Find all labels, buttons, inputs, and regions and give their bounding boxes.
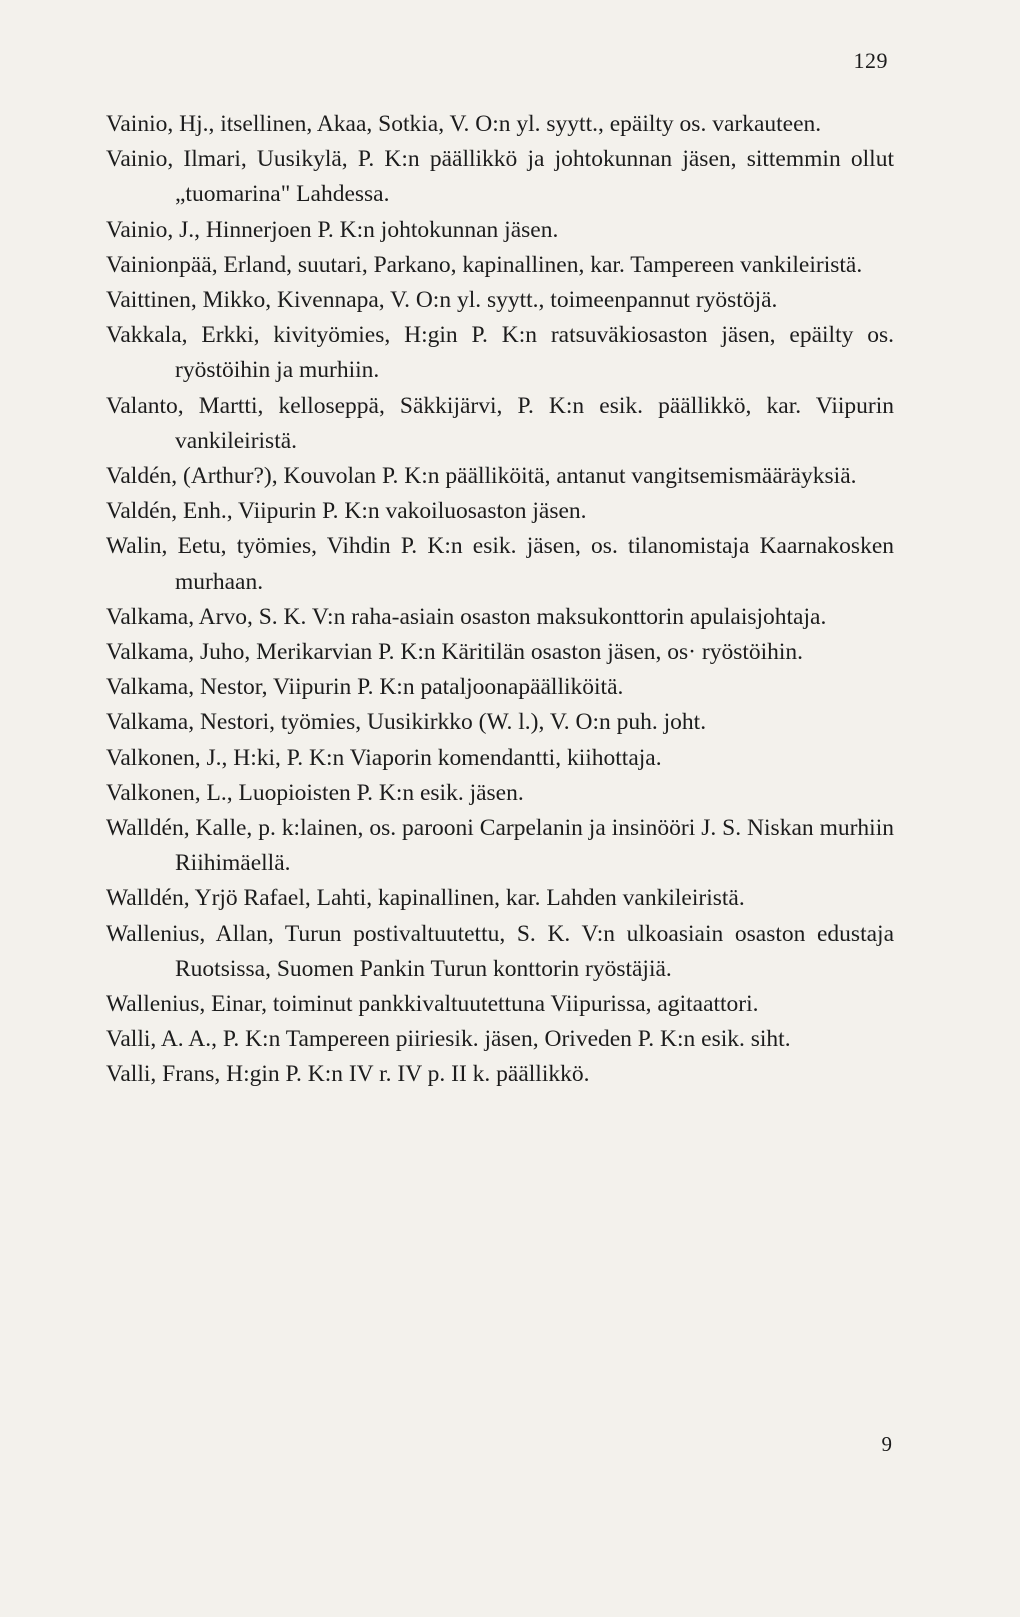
page-number: 129 [853, 48, 888, 73]
list-item: Vakkala, Erkki, kivityömies, H:gin P. K:n ratsuväkiosaston jäsen, epäilty os. ryöstöihin ja murhiin. [106, 322, 894, 384]
list-item: Valanto, Martti, kelloseppä, Säkkijärvi, P. K:n esik. päällikkö, kar. Viipurin vankileiristä. [106, 392, 894, 454]
list-item: Valdén, Enh., Viipurin P. K:n vakoiluosaston jäsen. [106, 498, 587, 525]
list-item: Valli, Frans, H:gin P. K:n IV r. IV p. II k. päällikkö. [106, 1061, 590, 1088]
list-item: Wallenius, Allan, Turun postivaltuutettu, S. K. V:n ulkoasiain osaston edustaja Ruotsissa, Suomen Pankin Turun konttorin ryöstäjiä. [106, 920, 894, 982]
signature-mark: 9 [881, 1432, 892, 1456]
list-item: Walldén, Yrjö Rafael, Lahti, kapinallinen, kar. Lahden vankileiristä. [106, 885, 745, 912]
list-item: Valkama, Nestori, työmies, Uusikirkko (W. l.), V. O:n puh. joht. [106, 709, 707, 736]
list-item: Vainionpää, Erland, suutari, Parkano, kapinallinen, kar. Tampereen vankileiristä. [106, 251, 863, 278]
list-item: Vaittinen, Mikko, Kivennapa, V. O:n yl. syytt., toimeenpannut ryöstöjä. [106, 287, 778, 314]
list-item: Valkama, Juho, Merikarvian P. K:n Käritilän osaston jäsen, os· ryöstöihin. [106, 639, 804, 666]
list-item: Valkama, Nestor, Viipurin P. K:n pataljoonapäälliköitä. [106, 674, 624, 701]
list-item: Valkama, Arvo, S. K. V:n raha-asiain osaston maksukonttorin apulaisjohtaja. [106, 603, 827, 630]
list-item: Valkonen, J., H:ki, P. K:n Viaporin komendantti, kiihottaja. [106, 744, 662, 771]
list-item: Vainio, Hj., itsellinen, Akaa, Sotkia, V. O:n yl. syytt., epäilty os. varkauteen. [106, 111, 822, 137]
entry-list [106, 107, 894, 1093]
list-item: Valkonen, L., Luopioisten P. K:n esik. jäsen. [106, 779, 524, 806]
list-item: Vainio, Ilmari, Uusikylä, P. K:n päällikkö ja johtokunnan jäsen, sittemmin ollut „tuomarina" Lahdessa. [106, 146, 894, 208]
list-item: Valli, A. A., P. K:n Tampereen piiriesik. jäsen, Oriveden P. K:n esik. siht. [106, 1026, 791, 1053]
list-item: Walin, Eetu, työmies, Vihdin P. K:n esik. jäsen, os. tilanomistaja Kaarnakosken murhaan. [106, 533, 894, 595]
list-item: Wallenius, Einar, toiminut pankkivaltuutettuna Viipurissa, agitaattori. [106, 991, 759, 1018]
list-item: Valdén, (Arthur?), Kouvolan P. K:n päälliköitä, antanut vangitsemismääräyksiä. [106, 463, 857, 490]
list-item: Walldén, Kalle, p. k:lainen, os. parooni Carpelanin ja insinööri J. S. Niskan murhiin Riihimäellä. [106, 815, 894, 877]
list-item: Vainio, J., Hinnerjoen P. K:n johtokunnan jäsen. [106, 216, 559, 243]
